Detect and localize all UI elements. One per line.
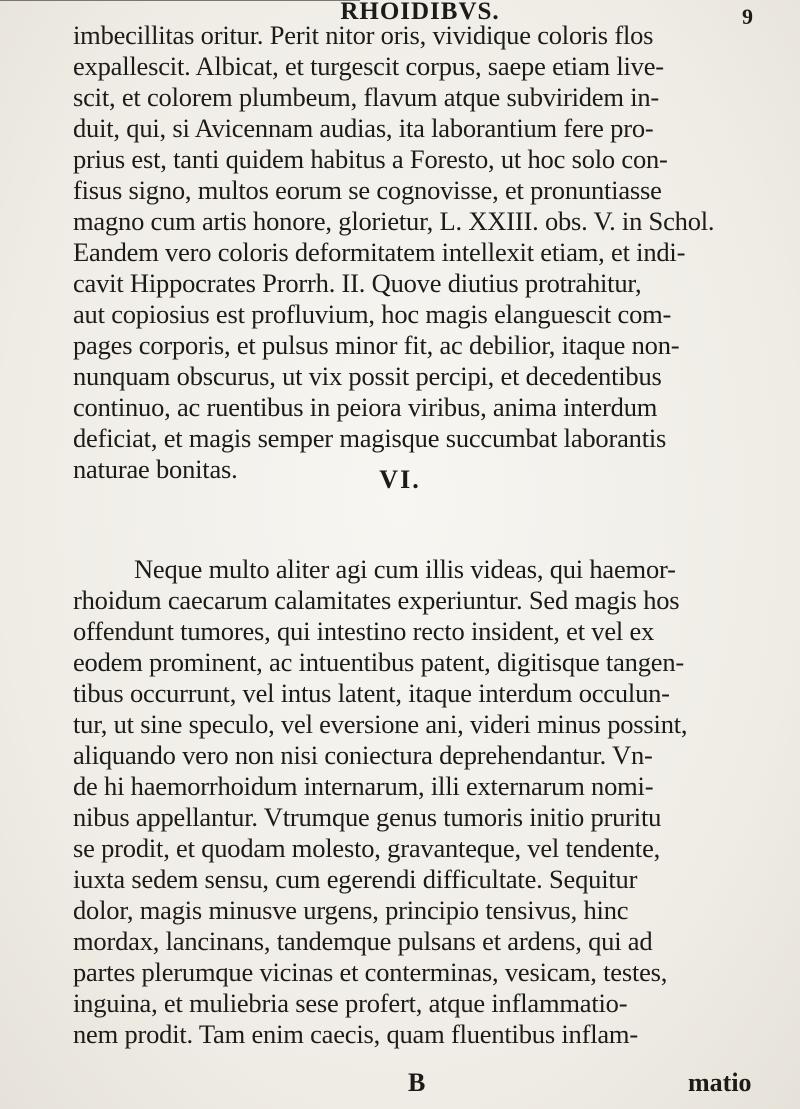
text-line: rhoidum caecarum calamitates experiuntur. Sed magis hos (73, 585, 680, 615)
text-line: dolor, magis minusve urgens, principio tensivus, hinc (73, 895, 629, 925)
text-line: de hi haemorrhoidum internarum, illi externarum nomi- (73, 771, 654, 801)
text-line: expallescit. Albicat, et turgescit corpus, saepe etiam live- (73, 51, 664, 81)
text-line: aut copiosius est profluvium, hoc magis elanguescit com- (73, 299, 672, 329)
text-line: prius est, tanti quidem habitus a Foresto, ut hoc solo con- (73, 144, 668, 174)
text-line: nem prodit. Tam enim caecis, quam fluentibus inflam- (73, 1019, 638, 1049)
page-mark: 9 (742, 4, 753, 29)
signature-mark: B (408, 1068, 426, 1097)
text-line: imbecillitas oritur. Perit nitor oris, vividique coloris flos (73, 20, 654, 50)
text-line: aliquando vero non nisi coniectura deprehendantur. Vn- (73, 740, 653, 770)
text-line: se prodit, et quodam molesto, gravanteque, vel tendente, (73, 833, 661, 863)
text-line: eodem prominent, ac intuentibus patent, digitisque tangen- (73, 647, 684, 677)
text-line: continuo, ac ruentibus in peiora viribus, anima interdum (73, 392, 658, 422)
text-line: nunquam obscurus, ut vix possit percipi, et decedentibus (73, 361, 662, 391)
text-line: tibus occurrunt, vel intus latent, itaque interdum occulun- (73, 678, 670, 708)
text-line: partes plerumque vicinas et conterminas, vesicam, testes, (73, 957, 668, 987)
text-line: naturae bonitas. (73, 454, 238, 484)
text-line: Eandem vero coloris deformitatem intellexit etiam, et indi- (73, 237, 686, 267)
text-line: deficiat, et magis semper magisque succumbat laborantis (73, 423, 667, 453)
running-head-title: RHOIDIBVS. (340, 0, 500, 25)
text-line: fisus signo, multos eorum se cognovisse, et pronuntiasse (73, 175, 662, 205)
text-line: duit, qui, si Avicennam audias, ita laborantium fere pro- (73, 113, 654, 143)
text-line: nibus appellantur. Vtrumque genus tumoris initio pruritu (73, 802, 662, 832)
text-line: tur, ut sine speculo, vel eversione ani, videri minus possint, (73, 709, 688, 739)
text-line: pages corporis, et pulsus minor fit, ac debilior, itaque non- (73, 330, 680, 360)
section-number: VI. (379, 465, 421, 494)
catchword: matio (688, 1068, 752, 1097)
text-line: mordax, lancinans, tandemque pulsans et ardens, qui ad (73, 926, 653, 956)
text-line: Neque multo aliter agi cum illis videas, qui haemor- (134, 554, 676, 584)
text-line: iuxta sedem sensu, cum egerendi difficultate. Sequitur (73, 864, 638, 894)
text-line: inguina, et muliebria sese profert, atque inflammatio- (73, 988, 628, 1018)
text-line: cavit Hippocrates Prorrh. II. Quove diutius protrahitur, (73, 268, 642, 298)
text-line: offendunt tumores, qui intestino recto insident, et vel ex (73, 616, 655, 646)
text-line: scit, et colorem plumbeum, flavum atque subviridem in- (73, 82, 660, 112)
text-line: magno cum artis honore, glorietur, L. XXIII. obs. V. in Schol. (73, 206, 715, 236)
